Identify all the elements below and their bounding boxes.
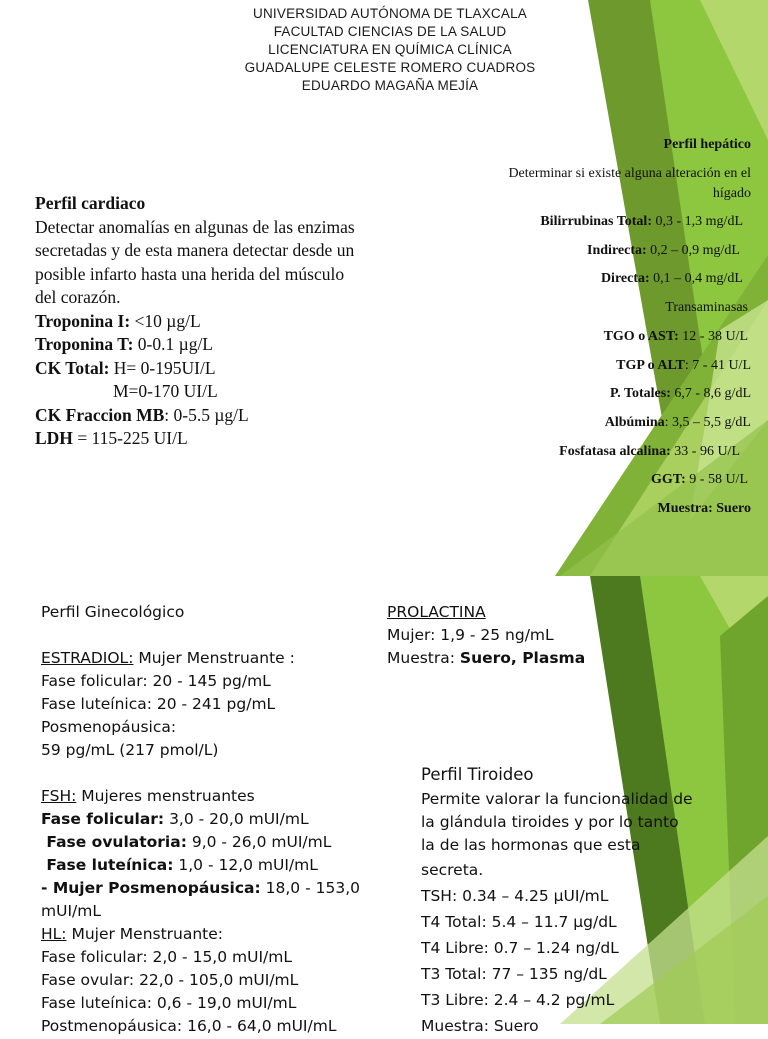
thyroid-profile	[421, 762, 736, 1039]
ldh-row: LDH = 115-225 UI/L	[35, 428, 188, 448]
troponina-t-row: Troponina T: 0-0.1 µg/L	[35, 334, 213, 354]
institution-header	[200, 5, 580, 95]
ck-total-row: CK Total: H= 0-195UI/L	[35, 357, 216, 378]
hepatic-row: Albúmina: 3,5 – 5,5 g/dL	[604, 415, 751, 430]
hepatic-row: TGP o ALT: 7 - 41 U/L	[616, 358, 751, 373]
thyroid-desc-line: la glándula tiroides y por lo tanto	[421, 813, 679, 831]
prolactina-section	[387, 601, 707, 670]
hepatic-sample: Muestra: Suero	[657, 501, 751, 516]
thyroid-value: T3 Total: 77 – 135 ng/dL	[421, 965, 607, 983]
hepatic-title: Perfil hepático	[663, 137, 751, 152]
cardiac-title: Perfil cardiaco	[35, 193, 146, 213]
fsh-item: Fase folicular: 3,0 - 20,0 mUI/mL	[41, 810, 309, 828]
hl-line: Fase folicular: 2,0 - 15,0 mUI/mL	[41, 948, 292, 966]
estradiol-line: Posmenopáusica:	[41, 718, 177, 736]
ck-total-women-row: M=0-170 UI/L	[113, 381, 218, 401]
estradiol-line: Fase luteínica: 20 - 241 pg/mL	[41, 695, 276, 713]
thyroid-value: T3 Libre: 2.4 – 4.2 pg/mL	[421, 991, 615, 1009]
thyroid-desc-line: secreta.	[421, 861, 484, 879]
thyroid-value: T4 Libre: 0.7 – 1.24 ng/dL	[421, 939, 619, 957]
thyroid-desc-line: la de las hormonas que esta	[421, 836, 641, 854]
header-line: GUADALUPE CELESTE ROMERO CUADROS	[244, 60, 536, 75]
thyroid-title: Perfil Tiroideo	[421, 765, 534, 784]
hl-line: Postmenopáusica: 16,0 - 64,0 mUI/mL	[41, 1017, 337, 1035]
gyneco-profile	[41, 601, 386, 1038]
hl-line: Fase luteínica: 0,6 - 19,0 mUI/mL	[41, 994, 297, 1012]
header-line: LICENCIATURA EN QUÍMICA CLÍNICA	[268, 42, 512, 57]
hepatic-row: P. Totales: 6,7 - 8,6 g/dL	[609, 386, 751, 401]
thyroid-sample: Muestra: Suero	[421, 1017, 539, 1035]
header-line: FACULTAD CIENCIAS DE LA SALUD	[273, 24, 507, 39]
header-line: EDUARDO MAGAÑA MEJÍA	[301, 78, 479, 93]
cardiac-desc-line: del corazón.	[35, 287, 121, 307]
hepatic-row: Fosfatasa alcalina: 33 - 96 U/L	[559, 444, 740, 459]
hl-line: Fase ovular: 22,0 - 105,0 mUI/mL	[41, 971, 299, 989]
ck-mb-row: CK Fraccion MB: 0-5.5 µg/L	[35, 404, 249, 425]
thyroid-value: T4 Total: 5.4 – 11.7 µg/dL	[421, 913, 617, 931]
hepatic-row: GGT: 9 - 58 U/L	[651, 472, 748, 487]
thyroid-value: TSH: 0.34 – 4.25 µUI/mL	[421, 887, 609, 905]
hepatic-row: Bilirrubinas Total: 0,3 - 1,3 mg/dL	[540, 214, 743, 229]
estradiol-row: ESTRADIOL: Mujer Menstruante :	[41, 649, 295, 667]
fsh-row: FSH: Mujeres menstruantes	[41, 787, 255, 805]
troponina-i-row: Troponina I: <10 µg/L	[35, 310, 201, 331]
prolactina-title: PROLACTINA	[387, 603, 486, 621]
transaminasas-label: Transaminasas	[665, 300, 748, 315]
cardiac-desc-line: secretadas y de esta manera detectar desde un	[35, 240, 355, 260]
fsh-item: - Mujer Posmenopáusica: 18,0 - 153,0	[41, 879, 360, 897]
hepatic-row: Indirecta: 0,2 – 0,9 mg/dL	[587, 243, 740, 258]
hl-row: HL: Mujer Menstruante:	[41, 925, 224, 943]
thyroid-desc-line: Permite valorar la funcionalidad de	[421, 790, 693, 808]
prolactina-value: Mujer: 1,9 - 25 ng/mL	[387, 626, 554, 644]
gyneco-title: Perfil Ginecológico	[41, 603, 185, 621]
hepatic-desc: Determinar si existe alguna alteración en el	[508, 166, 751, 181]
cardiac-desc-line: Detectar anomalías en algunas de las enzimas	[35, 216, 355, 237]
slide-gyneco-thyroid	[0, 576, 768, 1035]
fsh-item: Fase ovulatoria: 9,0 - 26,0 mUI/mL	[41, 833, 332, 851]
header-line: UNIVERSIDAD AUTÓNOMA DE TLAXCALA	[253, 6, 527, 21]
fsh-item: Fase luteínica: 1,0 - 12,0 mUI/mL	[41, 856, 318, 874]
prolactina-sample: Muestra: Suero, Plasma	[387, 649, 586, 667]
hepatic-row: TGO o AST: 12 - 38 U/L	[603, 329, 748, 344]
hepatic-row: Directa: 0,1 – 0,4 mg/dL	[600, 271, 743, 286]
estradiol-line: Fase folicular: 20 - 145 pg/mL	[41, 672, 271, 690]
cardiac-profile	[35, 192, 405, 451]
estradiol-line: 59 pg/mL (217 pmol/L)	[41, 741, 219, 759]
cardiac-desc-line: posible infarto hasta una herida del músculo	[35, 263, 345, 284]
fsh-unit: mUI/mL	[41, 902, 101, 920]
hepatic-desc: hígado	[712, 186, 751, 201]
